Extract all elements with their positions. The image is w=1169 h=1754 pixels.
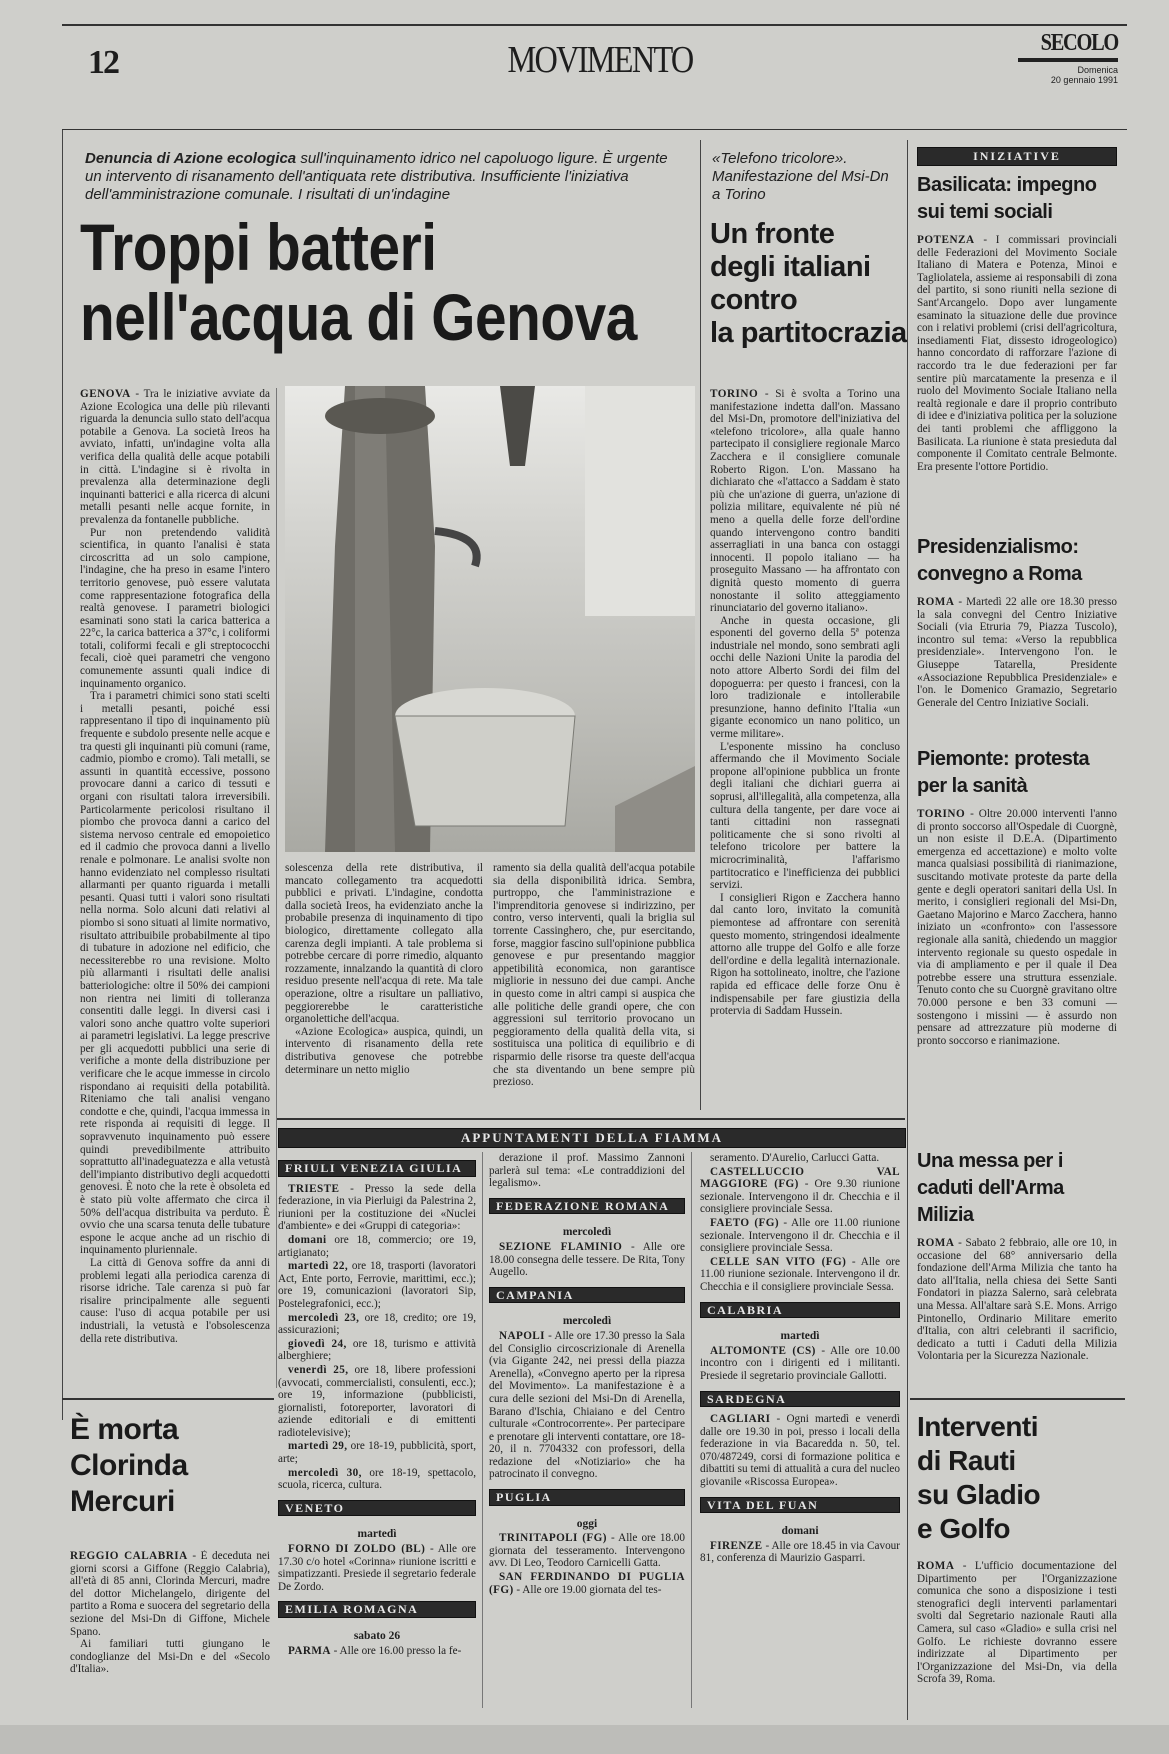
appointment-entry [700, 1345, 900, 1383]
sidebar-briefs [917, 170, 1117, 1400]
headline-line: Un fronte [710, 218, 835, 250]
appointment-text: - Presso la sede della federazione, in via Pierluigi da Palestrina 2, riunioni per la costituzione dei «Nuclei d'ambiente» e dei «Gruppi di categoria»: [278, 1182, 476, 1233]
appointment-place: TRINITAPOLI (FG) [499, 1532, 607, 1545]
brief-text: - L'ufficio documentazione del Dipartimento per l'Organizzazione comunica che sono a disposizione i testi stenografici degli interventi parlamentari svolti dal Segretario nazionale Rauti alla Camera, sul caso «Gladio» e sulla crisi nel Golfo. Le richieste dovranno essere indirizzate al Dipartimento per l'Organizzazione del Msi-Dn, via della Scrofa 39, Roma. [917, 1560, 1117, 1686]
appointment-entry [278, 1645, 476, 1658]
appointment-entry [278, 1364, 476, 1440]
dateline: ROMA [917, 1560, 955, 1572]
paragraph: - Si è svolta a Torino una manifestazione indetta dall'on. Massano del Msi-Dn, promotore dell'iniziativa del «telefono tricolore», alla quale hanno partecipato il consigliere regionale Marco Zacchera e il consigliere comunale Roberto Rigon. L'on. Massano ha dichiarato che «l'attacco a Saddam è stato più che un'azione di guerra, un'azione di polizia militare, equivalente né più né meno a quella delle forze dell'ordine quando intervengono contro banditi asserragliati in una banca con ostaggi innocenti. Il popolo italiano — ha proseguito Massano — ha affrontato con dignità questo momento di guerra nonostante il solito atteggiamento rinunciatario del governo italiano». [710, 388, 900, 615]
appointment-place: giovedì 24, [288, 1337, 347, 1350]
paragraph: «Azione Ecologica» auspica, quindi, un intervento di risanamento della rete distributiva genovese che potrebbe determinare un netto miglio [285, 1025, 483, 1076]
appointment-place: CASTELLUCCIO VAL MAGGIORE (FG) [700, 1165, 900, 1191]
appointment-text: - Alle ore 17.30 c/o hotel «Corinna» riunione iscritti e simpatizzanti. Presiede il segretario federale De Zordo. [278, 1543, 476, 1593]
appointment-entry [700, 1256, 900, 1294]
brief-text: - Martedì 22 alle ore 18.30 presso la sala convegni del Centro Iniziative Sociali (via Etruria 79, Piazza Tuscolo), incontro sul tema: «Verso la repubblica presidenziale». Intervengono l'on. le Giuseppe Tatarella, Presidente «Associazione Repubblica Presidenziale» e l'on. le Domenico Gramazio, Segretario Generale del Centro Iniziative Sociali. [917, 596, 1117, 709]
article-deck [85, 150, 685, 204]
headline-line: contro [710, 284, 798, 316]
paragraph: Anche in questa occasione, gli esponenti del governo della 5ª potenza industriale nel mondo, sono sembrati agli occhi delle Nazioni Unite la parodia del noto attore Alberto Sordi dei film del dopoguerra: per questo i francesi, con la loro tradizionale e intollerabile presunzione, hanno definito l'Italia «un gigante economico un nano politico, un verme militare». [710, 614, 900, 741]
day-label: mercoledì [562, 1315, 612, 1328]
dateline: ROMA [917, 1237, 955, 1249]
region-header: CALABRIA [700, 1302, 900, 1319]
appointment-text: ore 18-19, pubblicità, sport, arte; [278, 1440, 476, 1466]
appointment-place: domani [288, 1233, 327, 1246]
page-number: 12 [88, 44, 118, 81]
appointment-entry [489, 1571, 685, 1596]
column-rule [482, 1152, 483, 1708]
dateline: ROMA [917, 596, 955, 608]
appointment-text: - Ore 9.30 riunione sezionale. Intervengono il dr. Checchia e il consigliere provinciale Sessa. [700, 1178, 900, 1216]
appointment-place: martedì 22, [288, 1260, 349, 1273]
headline-line-2: nell'acqua di Genova [80, 280, 637, 354]
headline-line: Interventi [917, 1411, 1039, 1442]
appointment-text: - Alle ore 18.00 consegna delle tessere. De Rita, Tony Augello. [489, 1240, 685, 1279]
appointment-place: SAN FERDINANDO DI PUGLIA (FG) [489, 1571, 685, 1596]
appointment-text: - Alle ore 18.00 giornata del tesseramento. Intervengono avv. Di Leo, Teodoro Carnicelli Gatta. [489, 1532, 685, 1570]
dateline: POTENZA [917, 234, 975, 246]
brief-headline: Piemonte: protesta per la sanità [917, 748, 1090, 797]
region-header: SARDEGNA [700, 1391, 900, 1408]
appointment-entry [700, 1217, 900, 1255]
appointment-place: martedì 29, [288, 1440, 348, 1453]
headline-line: e Golfo [917, 1513, 1010, 1544]
appointment-text: ore 18, credito; ore 19, assicurazioni; [278, 1311, 476, 1337]
appointment-place: FORNO DI ZOLDO (BL) [288, 1543, 426, 1556]
issue-day: Domenica [1077, 65, 1118, 75]
paragraph: - Tra le iniziative avviate da Azione Ecologica una delle più rilevanti riguarda la denuncia sullo stato dell'acqua potabile a Genova. La società Ireos ha avviato, infatti, un'indagine volta alla verifica della qualità delle acque potabili in città. L'indagine si è rivolta in prevalenza alla determinazione degli inquinanti batterici e alla ricerca di alcuni metalli pesanti nelle acque fornite, in prevalenza da fontanelle pubbliche. [80, 388, 270, 526]
column-rule [907, 140, 908, 1720]
appointment-entry [278, 1234, 476, 1259]
section-label-iniziative: INIZIATIVE [917, 147, 1117, 166]
brief-body [917, 1237, 1117, 1400]
paragraph: solescenza della rete distributiva, il mancato collegamento tra acquedotti pubblici e privati. L'indagine, condotta dalla società Ireos, ha evidenziato anche la probabile presenza di inquinamento di tipo biologico, direttamente collegato alla carenza degli impianti. A tale problema si potrebbe cercare di porre rimedio, alquanto rozzamente, innalzando la quantità di cloro residuo presente nell'acqua di rete. Ma tale operazione, oltre a risultare un palliativo, peggiorerebbe le caratteristiche organolettiche dell'acqua. [285, 862, 483, 1026]
brief-headline: Una messa per i caduti dell'Arma Milizia [917, 1150, 1064, 1226]
article-headline [80, 212, 637, 352]
appointment-entry [278, 1312, 476, 1337]
divider [277, 1118, 905, 1120]
brief-text: - Sabato 2 febbraio, alle ore 10, in occasione del 68° anniversario della fondazione dell'Arma Milizia che tanto ha dato all'Italia, nella chiesa dei Sette Santi Fondatori in piazza Salerno, sarà celebrata una Messa. All'altare sarà S.E. Mons. Arrigo Pintonello, Ordinario Militare emerito d'Italia, con altri celebranti il sacrificio, dedicato a tutti i Caduti della Milizia Volontaria per la Sicurezza Nazionale. [917, 1237, 1117, 1363]
appuntamenti-column-1 [278, 1152, 476, 1708]
paragraph: Ai familiari tutti giungano le condoglianze del Msi-Dn e del «Secolo d'Italia». [70, 1638, 270, 1676]
frame-left [62, 130, 63, 1420]
top-rule [62, 24, 1127, 26]
appointment-text: derazione il prof. Massimo Zannoni parlerà sul tema: «Le contraddizioni del legalismo». [489, 1152, 685, 1190]
logo-bar [1018, 58, 1118, 62]
appointment-place: SEZIONE FLAMINIO [499, 1240, 623, 1253]
appointment-text: - Alle ore 18.45 in via Cavour 81, conferenza di Maurizio Gasparri. [700, 1539, 900, 1565]
section-title: MOVIMENTO [507, 39, 693, 81]
appointment-text: ore 18, turismo e attività alberghiere; [278, 1337, 476, 1363]
appointment-entry [278, 1440, 476, 1465]
region-header: VITA DEL FUAN [700, 1497, 900, 1514]
appointment-place: ALTOMONTE (CS) [710, 1344, 816, 1357]
appointment-entry [700, 1413, 900, 1489]
brief-headline: Basilicata: impegno sui temi sociali [917, 174, 1097, 223]
appointment-text: - Alle ore 19.00 giornata del tes- [513, 1583, 662, 1596]
frame-top [62, 129, 1127, 130]
appointment-text: - Alle ore 16.00 presso la fe- [330, 1644, 462, 1657]
brief-text: - I commissari provinciali delle Federazioni del Movimento Sociale Italiano di Matera e Potenza, Minoi e Tagliolatela, assieme ai responsabili di zona del partito, si sono riuniti nella sezione di Sant'Arcangelo. Dopo aver lungamente esaminato la situazione delle due province con i relativi problemi (crisi dell'agricoltura, insediamenti Fiat, dissesto idrogeologico) hanno concordato di rafforzare l'azione di raccordo tra le due federazioni per far sentire più marcatamente la presenza e il ruolo del Movimento Sociale Italiano nella realtà regionale e dare il proprio contributo di idee e d'iniziativa politica per la soluzione dei tanti problemi che affliggono la Basilicata. La riunione è stata presieduta dal componente il Comitato centrale Belmonte. Era presente l'ottore Portidio. [917, 234, 1117, 473]
day-label: sabato 26 [353, 1630, 401, 1642]
column-rule [691, 1152, 692, 1708]
rauti-headline [917, 1410, 1040, 1546]
appuntamenti-column-3 [700, 1152, 900, 1708]
day-label: martedì [780, 1330, 820, 1343]
paragraph: La città di Genova soffre da anni di problemi legati alla periodica carenza di risorse idriche. Tale carenza si può far risalire principalmente alle seguenti cause: l'uso di acqua potabile per usi industriali, la vetustà e l'obsolescenza della rete distributiva. [80, 1256, 270, 1345]
region-header: CAMPANIA [489, 1287, 685, 1304]
headline-line: Clorinda [70, 1449, 188, 1482]
appointment-entry [278, 1467, 476, 1492]
brief-body [917, 234, 1117, 524]
headline-line: su Gladio [917, 1479, 1041, 1510]
photo-fountain [285, 386, 695, 852]
issue-date: 20 gennaio 1991 [1050, 75, 1118, 85]
page-edge [0, 1725, 1169, 1754]
appointment-text: seramento. D'Aurelio, Carlucci Gatta. [710, 1152, 880, 1164]
brief-body [917, 808, 1117, 1138]
headline-line: degli italiani [710, 251, 871, 283]
appointment-text: ore 18, trasporti (lavoratori Act, Ente porto, Ferrovie, marittimi, ecc.); ore 19, comunicazioni (lavoratori Sip, Postelegrafonici, ecc.); [278, 1260, 476, 1310]
appointment-place: NAPOLI [499, 1329, 545, 1342]
appuntamenti-title: APPUNTAMENTI DELLA FIAMMA [278, 1128, 906, 1148]
paragraph: L'esponente missino ha concluso affermando che il Movimento Sociale propone all'opinione pubblica un fronte degli italiani che dichiari guerra ai soprusi, all'illegalità, alla competenza, alla cultura della tangente, per dare voce ai tanti cittadini non rassegnati politicamente che si sono rivolti al telefono tricolore per battere la microcriminalità, l'affarismo partitocratico e l'inefficienza dei pubblici servizi. [710, 740, 900, 892]
appointment-place: TRIESTE [288, 1182, 340, 1195]
headline-line: la partitocrazia [710, 317, 907, 349]
paragraph: Tra i parametri chimici sono stati scelti i metalli pesanti, poiché essi rappresentano il tipo di inquinamento più frequente e subdolo presente nelle acque e tra questi gli inquinanti più comuni (rame, cadmio, piombo e cromo). Tali metalli, se assunti in quantità eccessive, possono provocare danni a carico di tessuti e organi con risultati talora irreversibili. Particolarmente pericolosi risultano il piombo che provoca danni a carico del sistema nervoso centrale ed emopoietico ed il cadmio che provoca danni a livello renale e polmonare. Le analisi svolte non hanno evidenziato nel complesso risultati allarmanti per quanto riguarda i metalli pesanti. Quasi tutti i valori sono risultati nella norma. Solo alcuni dati relativi al piombo si sono situati al limite normativo, risultato attribuibile probabilmente al tipo di tubature in adozione nel edificio, che necessiterebbe ro una revisione. Molto più allarmanti i risultati delle analisi batteriologiche: oltre il 50% dei campioni non rientra nei limiti di tolleranza consentiti dalle leggi. In diversi casi i valori sono anche quattro volte superiori ai parametri legislativi. La legge prescrive per gli acquedotti pubblici una serie di verifiche a monte della distribuzione per verificare che le acque immesse in circolo rispondano ai requisiti della potabilità. Riteniamo che tali analisi vengano condotte e che, quindi, l'acqua immessa in rete risponda ai requisiti di legge. Il sopravvenuto inquinamento può essere quindi prevedibilmente attribuito soprattutto all'inadeguatezza e alla vetustà dell'impianto distributivo degli acquedotti genovesi. È noto che la rete è obsoleta ed è stato più volte affermato che circa il 50% dell'acqua distribuita va perduto. È ovvio che una scarsa tenuta delle tubature espone le acque anche ad un rischio di inquinamento pluriennale. [80, 690, 270, 1257]
deck-text: sull'inquinamento idrico nel capoluogo ligure. È urgente un intervento di risanamento dell'antiquata rete distributiva. Insufficiente l'iniziativa dell'amministrazione comunale. I risultati di un'indagine [85, 150, 668, 203]
dateline: GENOVA [80, 388, 131, 400]
headline-line: È morta [70, 1413, 179, 1446]
appointment-text: ore 18-19, spettacolo, scuola, ricerca, cultura. [278, 1466, 476, 1492]
appointment-text: - Alle ore 17.30 presso la Sala del Consiglio circoscrizionale di Arenella (via Gigante 242, nei pressi della piazza Arenella), «Convegno aperto per la ripresa del Movimento». La manifestazione è a cura delle sezioni del Msi-Dn di Arenella, Barano d'Ischia, Chiaiano e del Centro culturale «Controcorrente». Per partecipare e prenotare gli interventi contattare, ore 18-20, il n. 7704332 con professori, della redazione del «Notiziario» che ha patrocinato il convegno. [489, 1329, 685, 1481]
rauti-body [917, 1560, 1117, 1710]
column-rule [276, 388, 277, 1388]
paragraph: Pur non pretendendo validità scientifica, in quanto l'analisi è stata circoscritta ad un solo campione, l'indagine, che ha preso in esame l'intero territorio genovese, può essere valutata come rappresentazione fotografica della realtà genovese. I parametri biologici esaminati sono stati la carica batterica a 22°c, la carica batterica a 37°c, i coliformi totali, coliformi fecali e gli streptococchi fecali, cioè quei parametri che vengono comunemente assunti quali indice di inquinamento organico. [80, 526, 270, 690]
appointment-place: venerdì 25, [288, 1363, 349, 1376]
paragraph: - È deceduta nei giorni scorsi a Giffone (Reggio Calabria), all'età di 85 anni, Clorinda Mercuri, madre del dottor Michelangelo, dirigente del partito a Roma e suocera del segretario della sezione del Msi-Dn di Giffone, Michele Spano. [70, 1550, 270, 1638]
appointment-place: FIRENZE [710, 1539, 763, 1552]
appointment-entry [489, 1532, 685, 1570]
appointment-text: ore 18, commercio; ore 19, artigianato; [278, 1233, 476, 1259]
brief-text: - Oltre 20.000 interventi l'anno di pronto soccorso all'Ospedale di Cuorgnè, un non esiste il D.E.A. (Dipartimento emergenza ed accettazione) e molto volte manca qualsiasi possibilità di rianimazione, suscitando motivate proteste da parte della gente e degli operatori sanitari della Usl. In merito, i consiglieri regionali del Msi-Dn, Gaetano Majorino e Marco Zacchera, hanno iniziato un «confronto» con l'assessore regionale alla sanità, chiedendo un maggior intervento regionale su questo ospedale in via di ampliamento e per il quale il Dea potrebbe essere una struttura essenziale. Tenuto conto che su Cuorgnè gravitano oltre 70.000 persone e ben 33 comuni — sostengono i missini — è assurdo non pensare ad attrezzature più moderne di pronto soccorso e rianimazione. [917, 808, 1117, 1047]
day-label: mercoledì [562, 1226, 612, 1239]
torino-body [710, 388, 900, 1110]
appointment-text: - Alle ore 11.00 riunione sezionale. Intervengono il dr. Checchia e il consigliere provinciale Sessa. [700, 1255, 900, 1293]
logo-text: SECOLO [1040, 30, 1118, 56]
dateline: REGGIO CALABRIA [70, 1550, 188, 1562]
region-header: FEDERAZIONE ROMANA [489, 1198, 685, 1215]
headline-line: di Rauti [917, 1445, 1016, 1476]
dateline: TORINO [917, 808, 966, 820]
appointment-place: mercoledì 23, [288, 1311, 360, 1324]
appointment-entry [278, 1543, 476, 1593]
article-column-1 [80, 388, 270, 1388]
region-header: EMILIA ROMAGNA [278, 1601, 476, 1618]
appointment-place: mercoledì 30, [288, 1466, 362, 1479]
torino-deck: «Telefono tricolore». Manifestazione del Msi-Dn a Torino [712, 150, 889, 203]
appointment-place: CAGLIARI [710, 1413, 771, 1426]
appointment-entry [278, 1338, 476, 1363]
appointment-place: CELLE SAN VITO (FG) [710, 1255, 847, 1268]
headline-line-1: Troppi batteri [80, 210, 437, 284]
appointment-place: FAETO (FG) [710, 1216, 779, 1229]
appuntamenti-column-2 [489, 1152, 685, 1708]
appointment-entry [700, 1540, 900, 1565]
appointment-text: - Alle ore 10.00 incontro con i dirigenti ed i militanti. Presiede il segretario provinciale Gallotti. [700, 1344, 900, 1382]
appointment-text: - Ogni martedì e venerdì dalle ore 19.30 in poi, presso i locali della federazione in via Bacaredda n. 50, tel. 070/487249, corsi di formazione politica e dibattiti su temi di attualità a cura del nucleo giovanile «Riscossa Europea». [700, 1413, 900, 1489]
deck-lead: Denuncia di Azione ecologica [85, 150, 297, 167]
masthead-logo [1018, 30, 1118, 85]
dateline: TORINO [710, 388, 759, 400]
region-header: FRIULI VENEZIA GIULIA [278, 1160, 476, 1177]
region-header: VENETO [278, 1500, 476, 1517]
appointment-text: ore 18, libere professioni (avvocati, commercialisti, consulenti, ecc.); ore 19, informazione (pubblicisti, giornalisti, fotoreporter, lavoratori di aziende editoriali e di emittenti radiotelevisive); [278, 1363, 476, 1439]
day-label: oggi [576, 1517, 598, 1530]
mercuri-body [70, 1550, 270, 1710]
brief-body [917, 596, 1117, 736]
paragraph: I consiglieri Rigon e Zacchera hanno dal canto loro, invitato la comunità piemontese ad affrontare con serenità questo momento, stringendosi idealmente attorno alle truppe del Golfo e alle forze dell'ordine e della legalità internazionale. Rigon ha sottolineato, inoltre, che l'azione rapida ed efficace delle forze Onu è indispensabile per fare giustizia della protervia di Saddam Hussein. [710, 891, 900, 1018]
day-label: martedì [357, 1528, 397, 1541]
appointment-entry [700, 1166, 900, 1216]
paragraph: ramento sia della qualità dell'acqua potabile sia della disponibilità idrica. Sembra, purtroppo, che l'amministrazione e l'imprenditoria genovese si indirizzino, per contro, verso interventi, quali la briglia sul torrente Cassinghero, che, pur esercitando, forse, maggior fascino sull'opinione pubblica genovese e pur presentando maggior appetibilità economica, non garantisce migliorie in nessuno dei due campi. Anche in questo come in altri campi si auspica che alle politiche delle grandi opere, che con aggressioni sul territorio provocano un peggioramento della qualità della vita, si sostituisca una politica di equilibrio e di risparmio delle risorse tra queste dell'acqua che sta diventando un bene sempre più prezioso. [493, 862, 695, 1089]
mercuri-headline [70, 1412, 188, 1520]
column-rule [700, 140, 701, 1110]
region-header: PUGLIA [489, 1489, 685, 1506]
fountain-illustration [285, 386, 695, 852]
torino-headline [710, 218, 907, 350]
divider [62, 1398, 274, 1400]
brief-headline: Presidenzialismo: convegno a Roma [917, 536, 1082, 585]
appointment-entry [489, 1241, 685, 1279]
article-column-2 [285, 862, 483, 1112]
appointment-place: PARMA [288, 1644, 331, 1657]
day-label: domani [781, 1525, 819, 1538]
appointment-text: - Alle ore 11.00 riunione sezionale. Intervengono il dr. Checchia e il consigliere provinciale Sessa. [700, 1216, 900, 1255]
appointment-entry [278, 1260, 476, 1310]
appointment-entry [278, 1183, 476, 1233]
article-column-3 [493, 862, 695, 1112]
divider [910, 1398, 1125, 1400]
headline-line: Mercuri [70, 1485, 175, 1518]
appointment-entry [489, 1330, 685, 1481]
